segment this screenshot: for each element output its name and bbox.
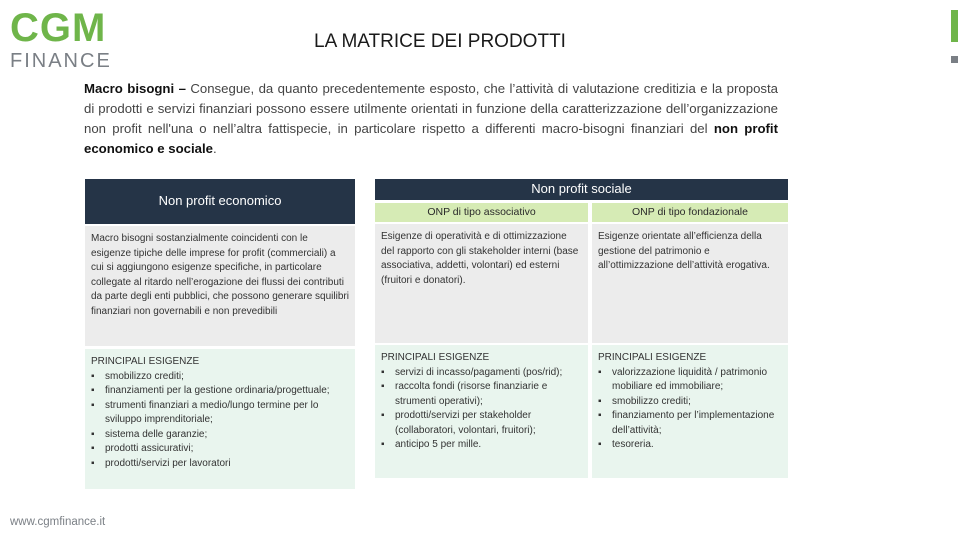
decorative-gray-square [951, 56, 958, 63]
list-item: ▪ servizi di incasso/pagamenti (pos/rid); [381, 366, 582, 381]
list-item: ▪ raccolta fondi (risorse finanziarie e strumenti operativi); [381, 380, 582, 409]
economico-needs [85, 349, 355, 489]
list-item: ▪ prodotti/servizi per lavoratori [91, 457, 349, 472]
logo-subtext: FINANCE [10, 50, 112, 72]
associativo-needs-list [381, 366, 582, 453]
list-item: ▪ prodotti assicurativi; [91, 442, 349, 457]
list-item: ▪ sistema delle garanzie; [91, 428, 349, 443]
header-non-profit-sociale: Non profit sociale [375, 179, 788, 200]
intro-lead: Macro bisogni – [84, 81, 191, 96]
company-logo [10, 8, 120, 72]
footer-website: www.cgmfinance.it [10, 516, 106, 528]
economico-needs-list [91, 370, 349, 472]
economico-description: Macro bisogni sostanzialmente coincidenti con le esigenze tipiche delle imprese for profit (commerciali) a cui si aggiungono esigenze specifiche, in particolare collegate al ritardo nell’erogazione dei flussi dei contributi da parte degli enti pubblici, che possono generare squilibri finanziari non governabili e non prevedibili [85, 226, 355, 346]
intro-paragraph [84, 79, 778, 159]
intro-end: . [213, 141, 217, 156]
needs-title: PRINCIPALI ESIGENZE [381, 352, 490, 363]
list-item: ▪ prodotti/servizi per stakeholder (collaboratori, volontari, fruitori); [381, 409, 582, 438]
list-item: ▪ strumenti finanziari a medio/lungo termine per lo sviluppo imprenditoriale; [91, 399, 349, 428]
associativo-needs [375, 345, 588, 478]
slide-title: LA MATRICE DEI PRODOTTI [314, 31, 566, 52]
decorative-green-bar [951, 10, 958, 42]
fondazionale-description: Esigenze orientate all’efficienza della gestione del patrimonio e all’ottimizzazione dell’attività erogativa. [592, 224, 788, 343]
fondazionale-needs [592, 345, 788, 478]
fondazionale-needs-list [598, 366, 782, 453]
subheader-onp-associativo: ONP di tipo associativo [375, 203, 588, 222]
list-item: ▪ smobilizzo crediti; [598, 395, 782, 410]
header-non-profit-economico: Non profit economico [85, 179, 355, 224]
associativo-description: Esigenze di operatività e di ottimizzazione del rapporto con gli stakeholder interni (base associativa, addetti, volontari) ed esterni (fruitori e donatori). [375, 224, 588, 343]
intro-emphasis: non profit economico e sociale [84, 121, 778, 156]
list-item: ▪ valorizzazione liquidità / patrimonio mobiliare ed immobiliare; [598, 366, 782, 395]
needs-title: PRINCIPALI ESIGENZE [91, 356, 200, 367]
list-item: ▪ anticipo 5 per mille. [381, 438, 582, 453]
subheader-onp-fondazionale: ONP di tipo fondazionale [592, 203, 788, 222]
list-item: ▪ finanziamenti per la gestione ordinaria/progettuale; [91, 384, 349, 399]
logo-text: CGM [10, 6, 107, 50]
needs-title: PRINCIPALI ESIGENZE [598, 352, 707, 363]
list-item: ▪ smobilizzo crediti; [91, 370, 349, 385]
intro-text: Consegue, da quanto precedentemente esposto, che l’attività di valutazione creditizia e la proposta di prodotti e servizi finanziari possono essere utilmente orientati in funzione della caratterizzazione dell’organizzazione non profit nell'una o nell’altra fattispecie, in particolare rispetto a differenti macro-bisogni finanziari del [84, 81, 778, 136]
list-item: ▪ finanziamento per l’implementazione dell’attività; [598, 409, 782, 438]
list-item: ▪ tesoreria. [598, 438, 782, 453]
